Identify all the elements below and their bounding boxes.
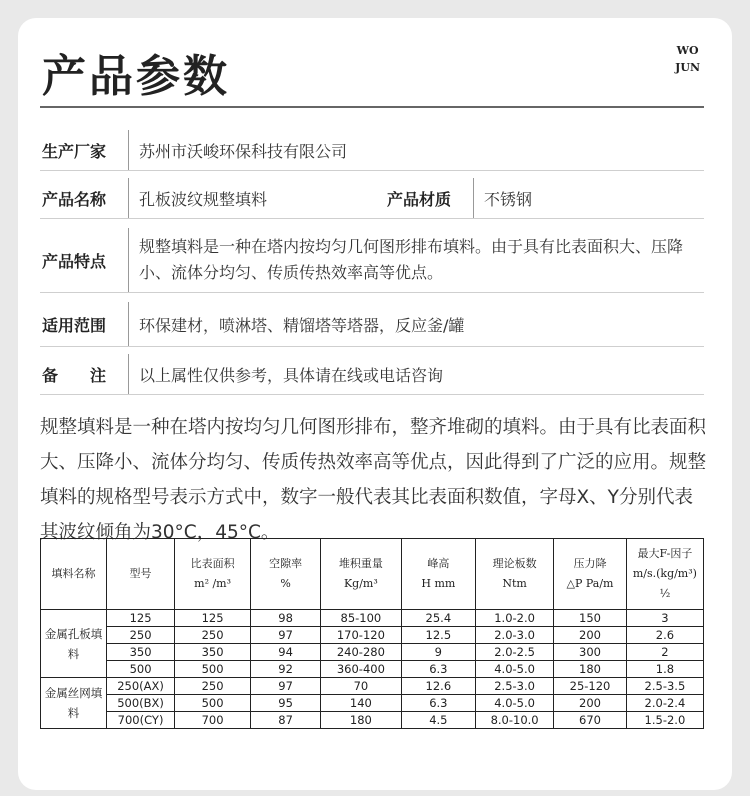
table-cell: 350 — [107, 644, 175, 661]
row-separator — [128, 178, 129, 218]
scope-value: 环保建材，喷淋塔、精馏塔等塔器，反应釜/罐 — [139, 315, 465, 335]
table-cell: 2 — [626, 644, 703, 661]
table-cell: 2.5-3.5 — [626, 678, 703, 695]
table-cell: 250(AX) — [107, 678, 175, 695]
maker-label: 生产厂家 — [42, 141, 107, 161]
table-cell: 1.0-2.0 — [476, 610, 554, 627]
table-cell: 500 — [107, 661, 175, 678]
table-cell: 1.8 — [626, 661, 703, 678]
table-row — [41, 661, 704, 678]
maker-value: 苏州市沃峻环保科技有限公司 — [139, 141, 348, 161]
table-cell: 8.0-10.0 — [476, 712, 554, 729]
table-cell: 240-280 — [321, 644, 402, 661]
table-cell: 700 — [175, 712, 251, 729]
table-cell: 4.0-5.0 — [476, 695, 554, 712]
table-cell: 350 — [175, 644, 251, 661]
table-cell: 6.3 — [401, 661, 475, 678]
table-cell: 1.5-2.0 — [626, 712, 703, 729]
note-value: 以上属性仅供参考，具体请在线或电话咨询 — [139, 365, 444, 385]
table-cell: 6.3 — [401, 695, 475, 712]
group-name-cell: 金属孔板填料 — [41, 610, 107, 678]
table-cell: 2.6 — [626, 627, 703, 644]
row-separator — [473, 178, 474, 218]
table-row — [41, 610, 704, 627]
logo-line-2: JUN — [675, 61, 700, 74]
table-cell: 2.0-3.0 — [476, 627, 554, 644]
table-cell: 97 — [251, 627, 321, 644]
table-cell: 98 — [251, 610, 321, 627]
scope-label: 适用范围 — [42, 315, 107, 335]
table-cell: 92 — [251, 661, 321, 678]
logo-line-1: WO — [676, 44, 699, 57]
header-cell: 理论板数 Ntm — [476, 539, 554, 610]
table-cell: 9 — [401, 644, 475, 661]
header-cell: 压力降 △P Pa/m — [554, 539, 627, 610]
table-cell: 4.5 — [401, 712, 475, 729]
table-cell: 300 — [554, 644, 627, 661]
row-separator — [128, 354, 129, 394]
material-label: 产品材质 — [387, 189, 452, 209]
note-label: 备 注 — [42, 365, 107, 385]
header-divider — [40, 106, 704, 108]
table-cell: 700(CY) — [107, 712, 175, 729]
table-row — [41, 678, 704, 695]
table-row — [41, 712, 704, 729]
table-cell: 2.5-3.0 — [476, 678, 554, 695]
table-cell: 250 — [107, 627, 175, 644]
table-cell: 12.6 — [401, 678, 475, 695]
table-cell: 70 — [321, 678, 402, 695]
table-cell: 360-400 — [321, 661, 402, 678]
table-row — [41, 627, 704, 644]
description-paragraph: 规整填料是一种在塔内按均匀几何图形排布，整齐堆砌的填料。由于具有比表面积大、压降小、流体分均匀、传质传热效率高等优点，因此得到了广泛的应用。规整填料的规格型号表示方式中，数字一般代表其比表面积数值，字母X、Y分别代表其波纹倾角为30°C，45°C。 — [40, 417, 707, 543]
table-cell: 85-100 — [321, 610, 402, 627]
name-value: 孔板波纹规整填料 — [139, 189, 268, 209]
table-cell: 150 — [554, 610, 627, 627]
table-cell: 94 — [251, 644, 321, 661]
table-cell: 500(BX) — [107, 695, 175, 712]
table-cell: 3 — [626, 610, 703, 627]
table-row — [41, 644, 704, 661]
table-cell: 125 — [175, 610, 251, 627]
material-value: 不锈钢 — [484, 189, 533, 209]
header-cell: 最大F-因子 m/s.(kg/m³) ½ — [626, 539, 703, 610]
row-note — [40, 354, 704, 395]
table-cell: 170-120 — [321, 627, 402, 644]
row-separator — [128, 228, 129, 292]
table-cell: 200 — [554, 695, 627, 712]
table-cell: 180 — [554, 661, 627, 678]
row-separator — [128, 302, 129, 346]
table-cell: 250 — [175, 627, 251, 644]
table-cell: 4.0-5.0 — [476, 661, 554, 678]
row-separator — [128, 130, 129, 170]
row-scope — [40, 302, 704, 347]
header-cell: 堆积重量 Kg/m³ — [321, 539, 402, 610]
table-cell: 87 — [251, 712, 321, 729]
header-cell: 峰高 H mm — [401, 539, 475, 610]
table-cell: 500 — [175, 661, 251, 678]
row-features — [40, 228, 704, 293]
table-cell: 670 — [554, 712, 627, 729]
table-cell: 125 — [107, 610, 175, 627]
product-card — [18, 18, 732, 790]
spec-table — [40, 538, 704, 729]
header-cell: 型号 — [107, 539, 175, 610]
table-body — [41, 610, 704, 729]
table-cell: 95 — [251, 695, 321, 712]
table-cell: 500 — [175, 695, 251, 712]
table-cell: 2.0-2.4 — [626, 695, 703, 712]
page-title: 产品参数 — [42, 51, 230, 102]
features-label: 产品特点 — [42, 251, 107, 271]
header-cell: 空隙率 % — [251, 539, 321, 610]
table-cell: 25-120 — [554, 678, 627, 695]
name-label: 产品名称 — [42, 189, 107, 209]
table-cell: 140 — [321, 695, 402, 712]
table-cell: 180 — [321, 712, 402, 729]
table-cell: 97 — [251, 678, 321, 695]
table-cell: 2.0-2.5 — [476, 644, 554, 661]
brand-logo — [675, 42, 700, 76]
table-cell: 12.5 — [401, 627, 475, 644]
features-value: 规整填料是一种在塔内按均匀几何图形排布填料。由于具有比表面积大、压降小、流体分均匀、传质传热效率高等优点。 — [139, 237, 684, 282]
table-cell: 200 — [554, 627, 627, 644]
table-cell: 250 — [175, 678, 251, 695]
table-header-row — [41, 539, 704, 610]
header-cell: 填料名称 — [41, 539, 107, 610]
table-row — [41, 695, 704, 712]
table-cell: 25.4 — [401, 610, 475, 627]
row-maker — [40, 130, 704, 171]
row-name-material — [40, 178, 704, 219]
group-name-cell: 金属丝网填料 — [41, 678, 107, 729]
header-cell: 比表面积 m² /m³ — [175, 539, 251, 610]
